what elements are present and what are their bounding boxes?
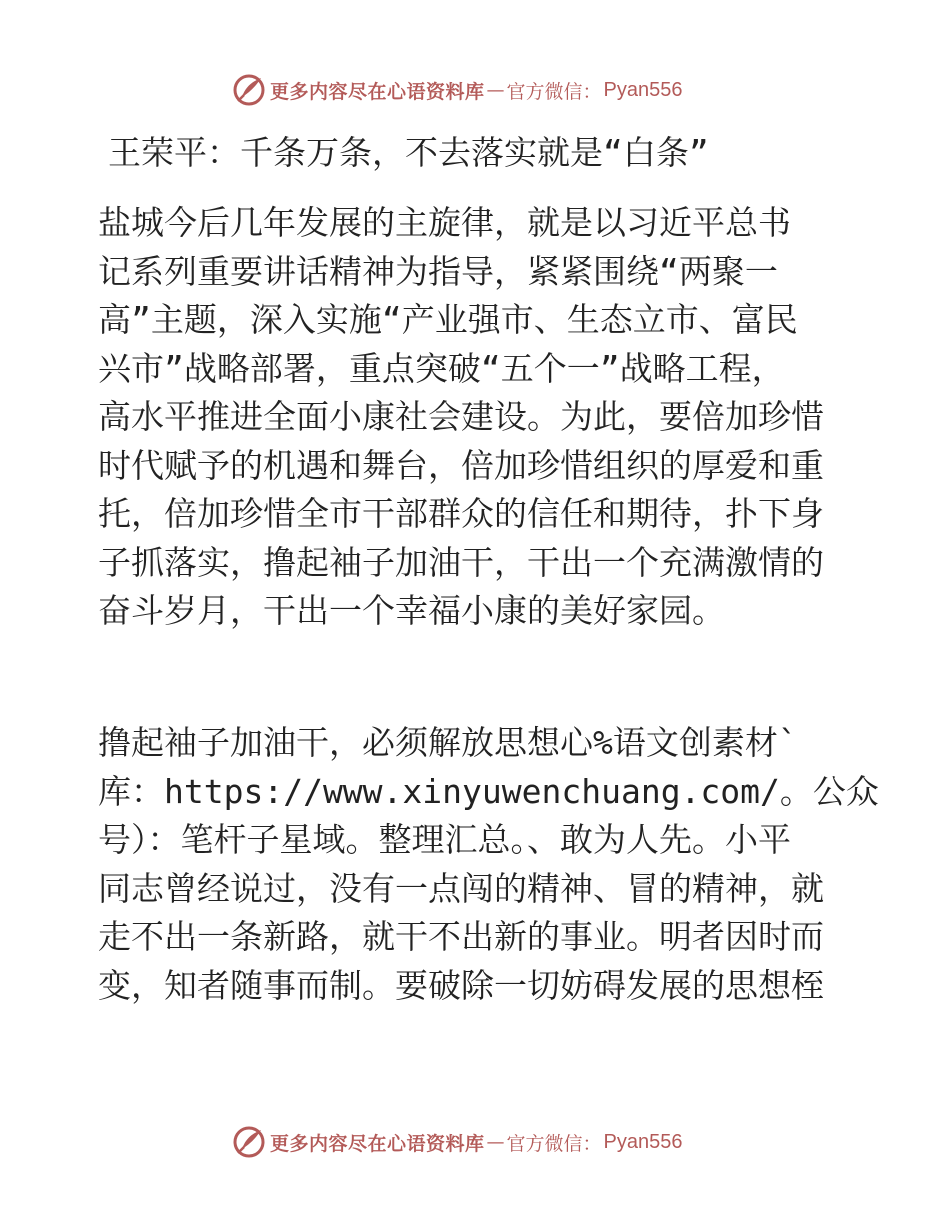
banner-wechat-id: Pyan556: [603, 1130, 683, 1153]
banner-separator: —: [486, 1131, 505, 1153]
article-paragraph-1: [98, 199, 858, 636]
banner-text: 更多内容尽在心语资料库: [270, 1132, 485, 1155]
paragraph-line: 高”主题，深入实施“产业强市、生态立市、富民: [98, 300, 798, 339]
paragraph-line: 兴市”战略部署，重点突破“五个一”战略工程，: [98, 348, 785, 388]
footer-watermark-banner: [232, 1122, 683, 1162]
paragraph-line: 号）：笔杆子星域。整理汇总。、敢为人先。小平: [98, 820, 791, 859]
paragraph-line: 撸起袖子加油干，必须解放思想心%语文创素材`: [98, 723, 798, 762]
quill-logo-icon: [232, 1125, 266, 1159]
paragraph-line: 走不出一条新路，就干不出新的事业。明者因时而: [98, 917, 824, 956]
paragraph-line: 盐城今后几年发展的主旋律，就是以习近平总书: [98, 203, 791, 242]
paragraph-line: 奋斗岁月，干出一个幸福小康的美好家园。: [98, 591, 725, 630]
paragraph-line: 时代赋予的机遇和舞台，倍加珍惜组织的厚爱和重: [98, 445, 824, 485]
header-watermark-banner: [232, 70, 683, 110]
banner-separator: —: [486, 79, 505, 101]
banner-wechat-id: Pyan556: [603, 78, 683, 101]
paragraph-line: 子抓落实，撸起袖子加油干，干出一个充满激情的: [98, 542, 824, 582]
quill-logo-icon: [232, 73, 266, 107]
paragraph-line: 变，知者随事而制。要破除一切妨碍发展的思想桎: [98, 965, 824, 1005]
paragraph-line: 库：https://www.xinyuwenchuang.com/。公众: [98, 771, 879, 811]
paragraph-line: 记系列重要讲话精神为指导，紧紧围绕“两聚一: [98, 251, 778, 291]
article-paragraph-2: [98, 719, 879, 1010]
banner-wechat-label: 官方微信：: [506, 1132, 602, 1155]
paragraph-line: 托，倍加珍惜全市干部群众的信任和期待，扑下身: [98, 494, 824, 533]
paragraph-line: 高水平推进全面小康社会建设。为此，要倍加珍惜: [98, 397, 824, 436]
paragraph-line: 同志曾经说过，没有一点闯的精神、冒的精神，就: [98, 868, 824, 908]
article-title: 王荣平：千条万条，不去落实就是“白条”: [108, 133, 709, 172]
banner-wechat-label: 官方微信：: [506, 80, 602, 103]
banner-text: 更多内容尽在心语资料库: [270, 80, 485, 103]
